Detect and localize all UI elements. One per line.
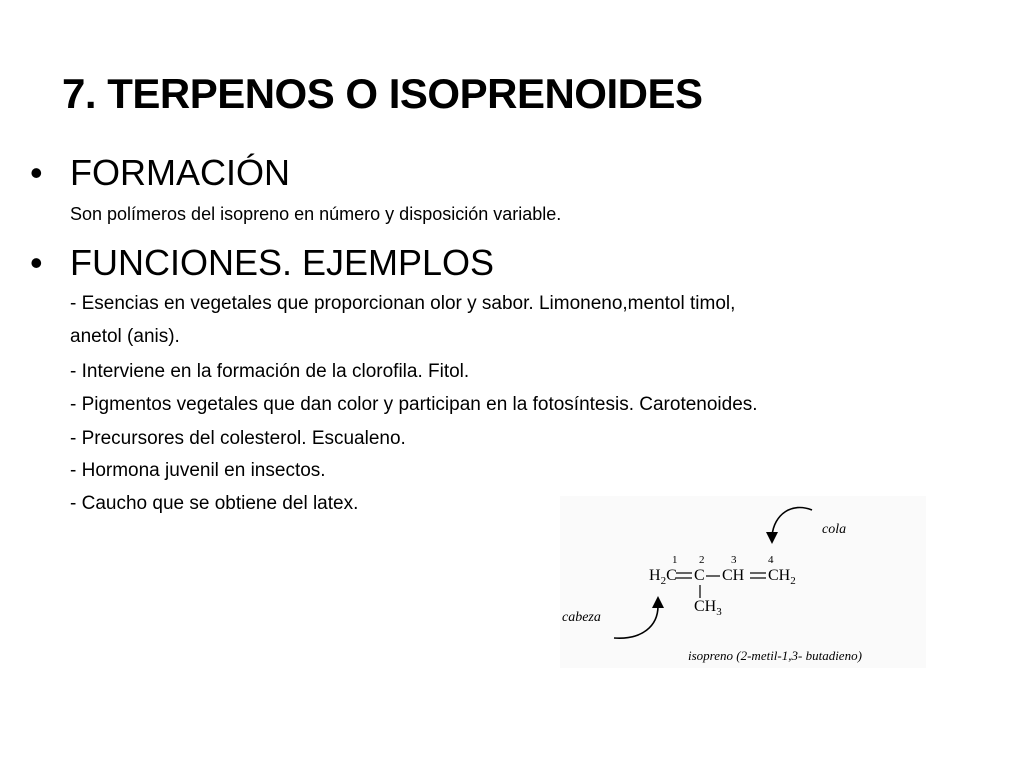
isoprene-diagram [560,496,926,668]
funciones-line-5: - Precursores del colesterol. Escualeno. [70,428,406,449]
label-cabeza: cabeza [562,610,601,625]
head-arrowhead [652,596,664,608]
head-arrow [614,606,658,638]
funciones-line-7: - Caucho que se obtiene del latex. [70,493,359,514]
slide-title: 7. TERPENOS O ISOPRENOIDES [62,70,703,117]
carbon-number-4: 4 [768,554,774,566]
bullet-formacion [30,152,290,194]
label-cola: cola [822,522,847,537]
funciones-line-6: - Hormona juvenil en insectos. [70,460,326,481]
group-c2: C [694,567,705,584]
heading-formacion: FORMACIÓN [70,152,290,193]
funciones-line-4: - Pigmentos vegetales que dan color y participan en la fotosíntesis. Carotenoides. [70,394,758,415]
bullet-dot: • [30,242,43,283]
funciones-line-1: - Esencias en vegetales que proporcionan olor y sabor. Limoneno,mentol timol, [70,293,736,314]
heading-funciones: FUNCIONES. EJEMPLOS [70,242,495,283]
carbon-number-3: 3 [731,554,737,566]
tail-arrow [772,508,812,536]
bullet-funciones [30,242,494,284]
bullet-dot: • [30,152,43,193]
funciones-line-3: - Interviene en la formación de la clorofila. Fitol. [70,361,470,382]
formacion-text: Son polímeros del isopreno en número y disposición variable. [70,204,562,224]
group-ch: CH [722,567,745,584]
group-h2c: $H_2C$ [649,567,677,588]
carbon-number-1: 1 [672,554,678,566]
funciones-line-2: anetol (anis). [70,326,180,347]
group-ch3: $CH_3$ [694,598,722,619]
tail-arrowhead [766,532,778,544]
caption-isopreno: isopreno (2-metil-1,3- butadieno) [688,648,862,663]
carbon-number-2: 2 [699,554,705,566]
group-ch2: $CH_2$ [768,567,796,588]
